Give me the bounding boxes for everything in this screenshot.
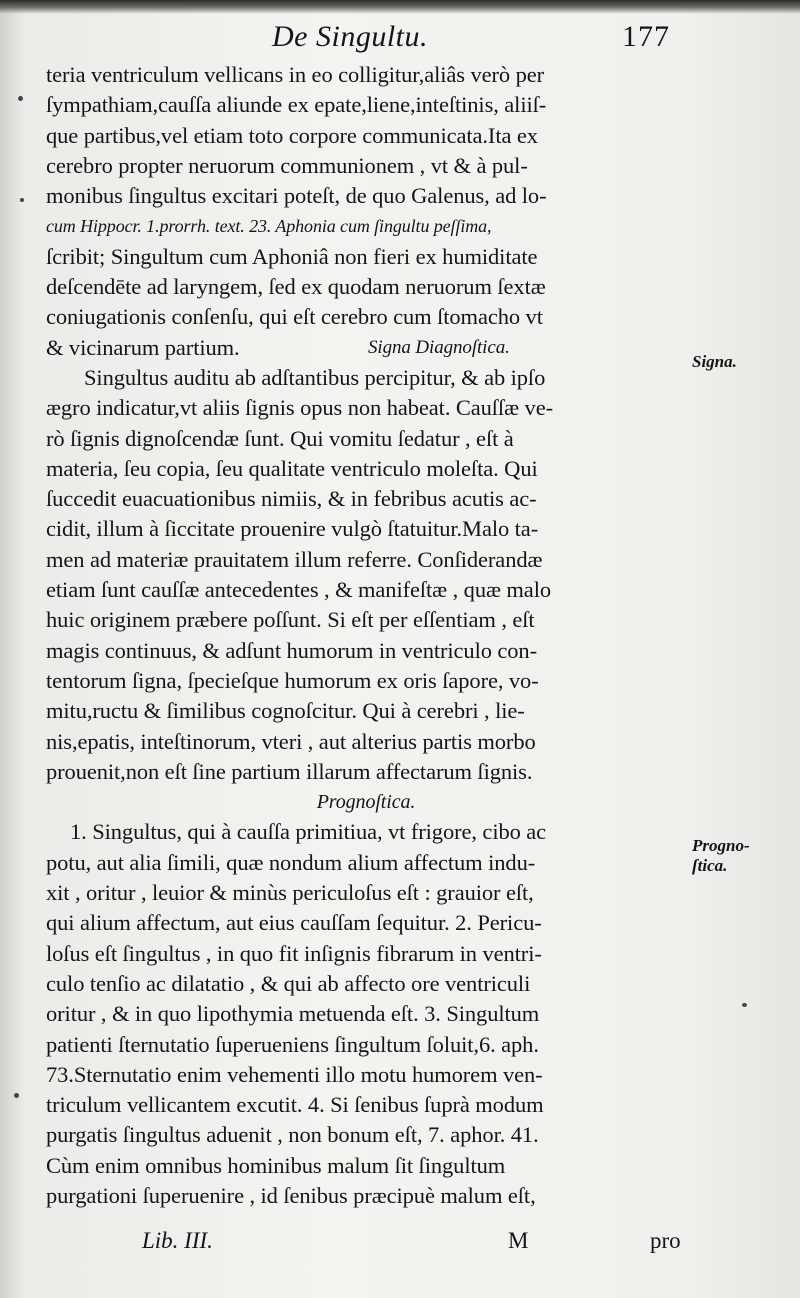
text-line-with-heading (46, 333, 686, 363)
text-line-citation: cum Hippocr. 1.prorrh. text. 23. Aphonia cum ſingultu peſſima, (46, 216, 492, 237)
ink-speck (18, 96, 23, 101)
text-line: men ad materiæ prauitatem illum referre. Conſiderandæ (46, 546, 543, 572)
text-line: Singultus auditu ab adſtantibus percipitur, & ab ipſo (84, 364, 546, 390)
ink-speck (20, 198, 24, 202)
text-line: xit , oritur , leuior & minùs periculoſus eſt : grauior eſt, (46, 880, 534, 906)
text-line: rò ſignis dignoſcendæ ſunt. Qui vomitu ſedatur , eſt à (46, 425, 514, 451)
text-line: nis,epatis, inteſtinorum, vteri , aut alterius partis morbo (46, 728, 536, 754)
text-line: huic originem præbere poſſunt. Si eſt per eſſentiam , eſt (46, 607, 535, 633)
text-line: etiam ſunt cauſſæ antecedentes , & manifeſtæ , quæ malo (46, 577, 551, 603)
text-line: monibus ſingultus excitari poteſt, de quo Galenus, ad lo- (46, 183, 547, 209)
text-line: ſcribit; Singultum cum Aphoniâ non fieri ex humiditate (46, 243, 538, 269)
running-title: De Singultu. (272, 20, 428, 53)
text-line: purgationi ſuperuenire , id ſenibus præcipuè malum eſt, (46, 1182, 536, 1208)
text-line: 1. Singultus, qui à cauſſa primitiua, vt frigore, cibo ac (70, 819, 547, 845)
text-line: teria ventriculum vellicans in eo colligitur,aliâs verò per (46, 62, 545, 87)
text-line: prouenit,non eſt ſine partium illarum affectarum ſignis. (46, 758, 533, 784)
book-reference: Lib. III. (142, 1228, 213, 1253)
text-line: culo tenſio ac dilatatio , & qui ab affecto ore ventriculi (46, 970, 531, 996)
text-line: & vicinarum partium. (46, 334, 240, 360)
section-heading-prognostica: Prognoſtica. (316, 791, 416, 814)
ink-speck (14, 1093, 19, 1098)
text-line: mitu,ructu & ſimilibus cognoſcitur. Qui à cerebri , lie- (46, 698, 525, 724)
text-line: cidit, illum à ſiccitate prouenire vulgò ſtatuitur.Malo ta- (46, 516, 539, 542)
text-line: Cùm enim omnibus hominibus malum ſit ſingultum (46, 1152, 506, 1178)
margin-note-signa: Signa. (692, 352, 737, 371)
text-line: purgatis ſingultus aduenit , non bonum eſt, 7. aphor. 41. (46, 1122, 539, 1148)
text-line: qui alium affectum, aut eius cauſſam ſequitur. 2. Pericu- (46, 910, 542, 936)
text-line: ſympathiam,cauſſa aliunde ex epate,liene,inteſtinis, aliiſ- (46, 92, 547, 118)
text-line: oritur , & in quo lipothymia metuenda eſt. 3. Singultum (46, 1001, 540, 1027)
text-line: patienti ſternutatio ſuperueniens ſingultum ſoluit,6. aph. (46, 1031, 539, 1057)
page-top-shadow (0, 0, 800, 14)
section-heading-diagnostica: Signa Diagnoſtica. (368, 336, 510, 358)
main-text (46, 60, 686, 1211)
page-number: 177 (622, 20, 670, 53)
text-line: ægro indicatur,vt aliis ſignis opus non habeat. Cauſſæ ve- (46, 395, 553, 421)
signature-mark: M (508, 1228, 529, 1253)
catchword: pro (650, 1228, 681, 1253)
text-line: cerebro propter neruorum communionem , vt & à pul- (46, 152, 528, 178)
text-line: coniugationis conſenſu, qui eſt cerebro cum ſtomacho vt (46, 304, 543, 330)
text-line: potu, aut alia ſimili, quæ nondum alium affectum indu- (46, 849, 536, 875)
page-footer (0, 1228, 800, 1262)
ink-speck (742, 1003, 747, 1007)
text-line: ſuccedit euacuationibus nimiis, & in febribus acutis ac- (46, 486, 537, 512)
text-line: 73.Sternutatio enim vehementi illo motu humorem ven- (46, 1061, 543, 1087)
text-line: loſus eſt ſingultus , in quo fit inſignis fibrarum in ventri- (46, 940, 542, 966)
text-line: magis continuus, & adſunt humorum in ventriculo con- (46, 637, 537, 663)
margin-note-prognostica: Progno- ſtica. (692, 836, 750, 875)
text-line: que partibus,vel etiam toto corpore communicata.Ita ex (46, 122, 538, 148)
text-line: materia, ſeu copia, ſeu qualitate ventriculo moleſta. Qui (46, 455, 538, 481)
page-header (0, 20, 800, 60)
text-line: triculum vellicantem excutit. 4. Si ſenibus ſuprà modum (46, 1092, 544, 1118)
text-line: tentorum ſigna, ſpecieſque humorum ex oris ſapore, vo- (46, 667, 539, 693)
text-line: deſcendēte ad laryngem, ſed ex quodam neruorum ſextæ (46, 274, 546, 300)
